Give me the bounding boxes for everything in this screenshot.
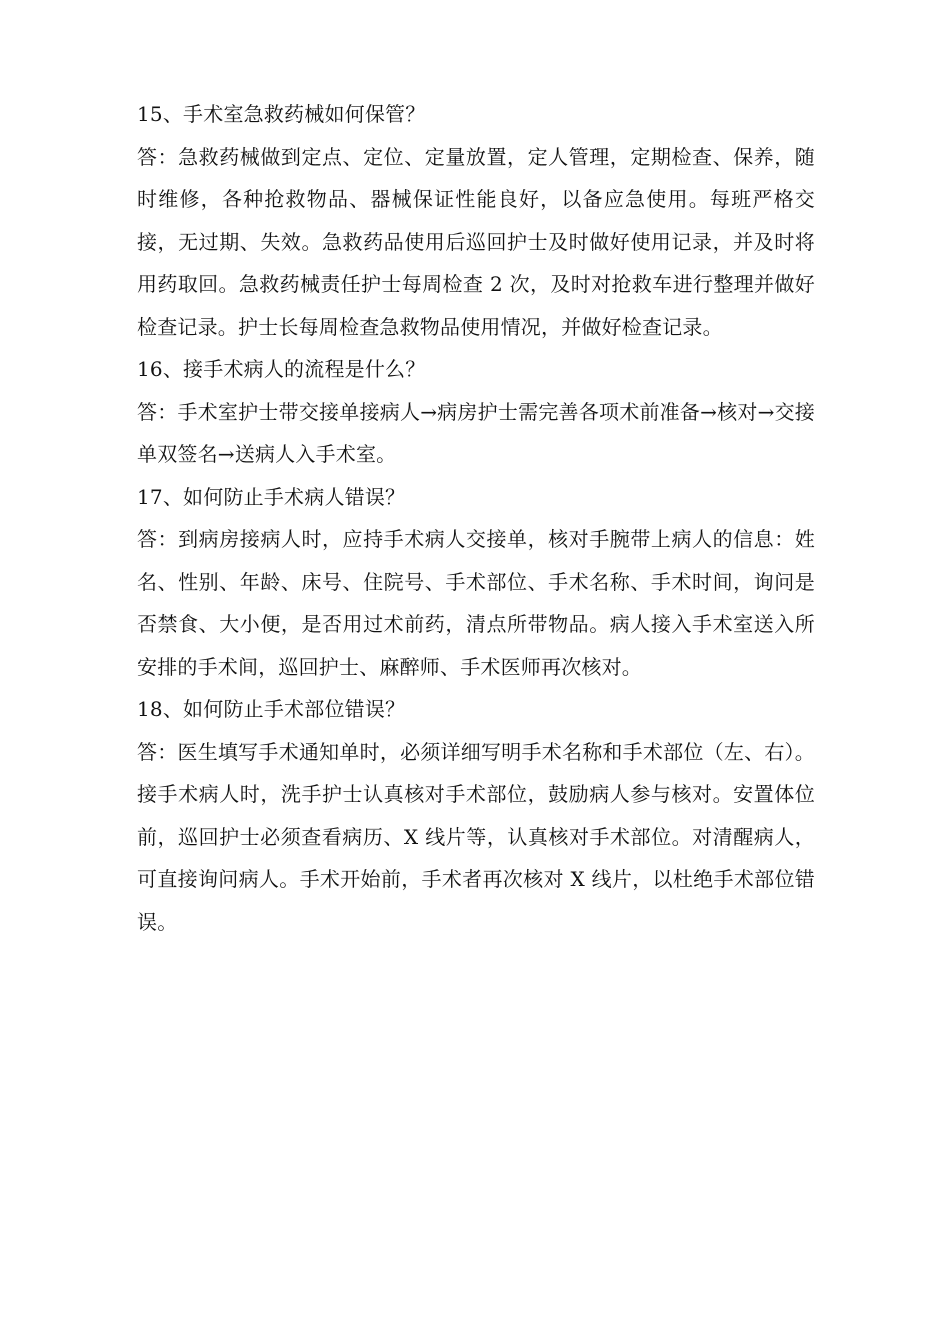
document-body xyxy=(137,93,815,943)
qa-item-16 xyxy=(137,348,815,476)
question-18: 18、如何防止手术部位错误？ xyxy=(137,697,406,721)
answer-15: 答：急救药械做到定点、定位、定量放置，定人管理，定期检查、保养，随时维修，各种抢救物品、器械保证性能良好，以备应急使用。每班严格交接，无过期、失效。急救药品使用后巡回护士及时做好使用记录，并及时将用药取回。急救药械责任护士每周检查 2 次，及时对抢救车进行整理并做好检查记录。护士长每周检查急救物品使用情况，并做好检查记录。 xyxy=(137,144,815,339)
question-17: 17、如何防止手术病人错误？ xyxy=(137,484,406,509)
question-16: 16、接手术病人的流程是什么？ xyxy=(137,357,426,381)
question-15: 15、手术室急救药械如何保管？ xyxy=(137,102,426,126)
answer-17: 答：到病房接病人时，应持手术病人交接单，核对手腕带上病人的信息：姓名、性别、年龄、床号、住院号、手术部位、手术名称、手术时间，询问是否禁食、大小便，是否用过术前药，清点所带物品。病人接入手术室送入所安排的手术间，巡回护士、麻醉师、手术医师再次核对。 xyxy=(137,527,815,679)
qa-item-18 xyxy=(137,688,815,943)
qa-item-17 xyxy=(137,476,815,689)
answer-18: 答：医生填写手术通知单时，必须详细写明手术名称和手术部位（左、右）。接手术病人时，洗手护士认真核对手术部位，鼓励病人参与核对。安置体位前，巡回护士必须查看病历、X 线片等，认真核对手术部位。对清醒病人，可直接询问病人。手术开始前，手术者再次核对 X 线片，以杜绝手术部位错误。 xyxy=(137,739,815,934)
answer-16: 答：手术室护士带交接单接病人→病房护士需完善各项术前准备→核对→交接单双签名→送病人入手术室。 xyxy=(137,399,815,466)
qa-item-15 xyxy=(137,93,815,348)
